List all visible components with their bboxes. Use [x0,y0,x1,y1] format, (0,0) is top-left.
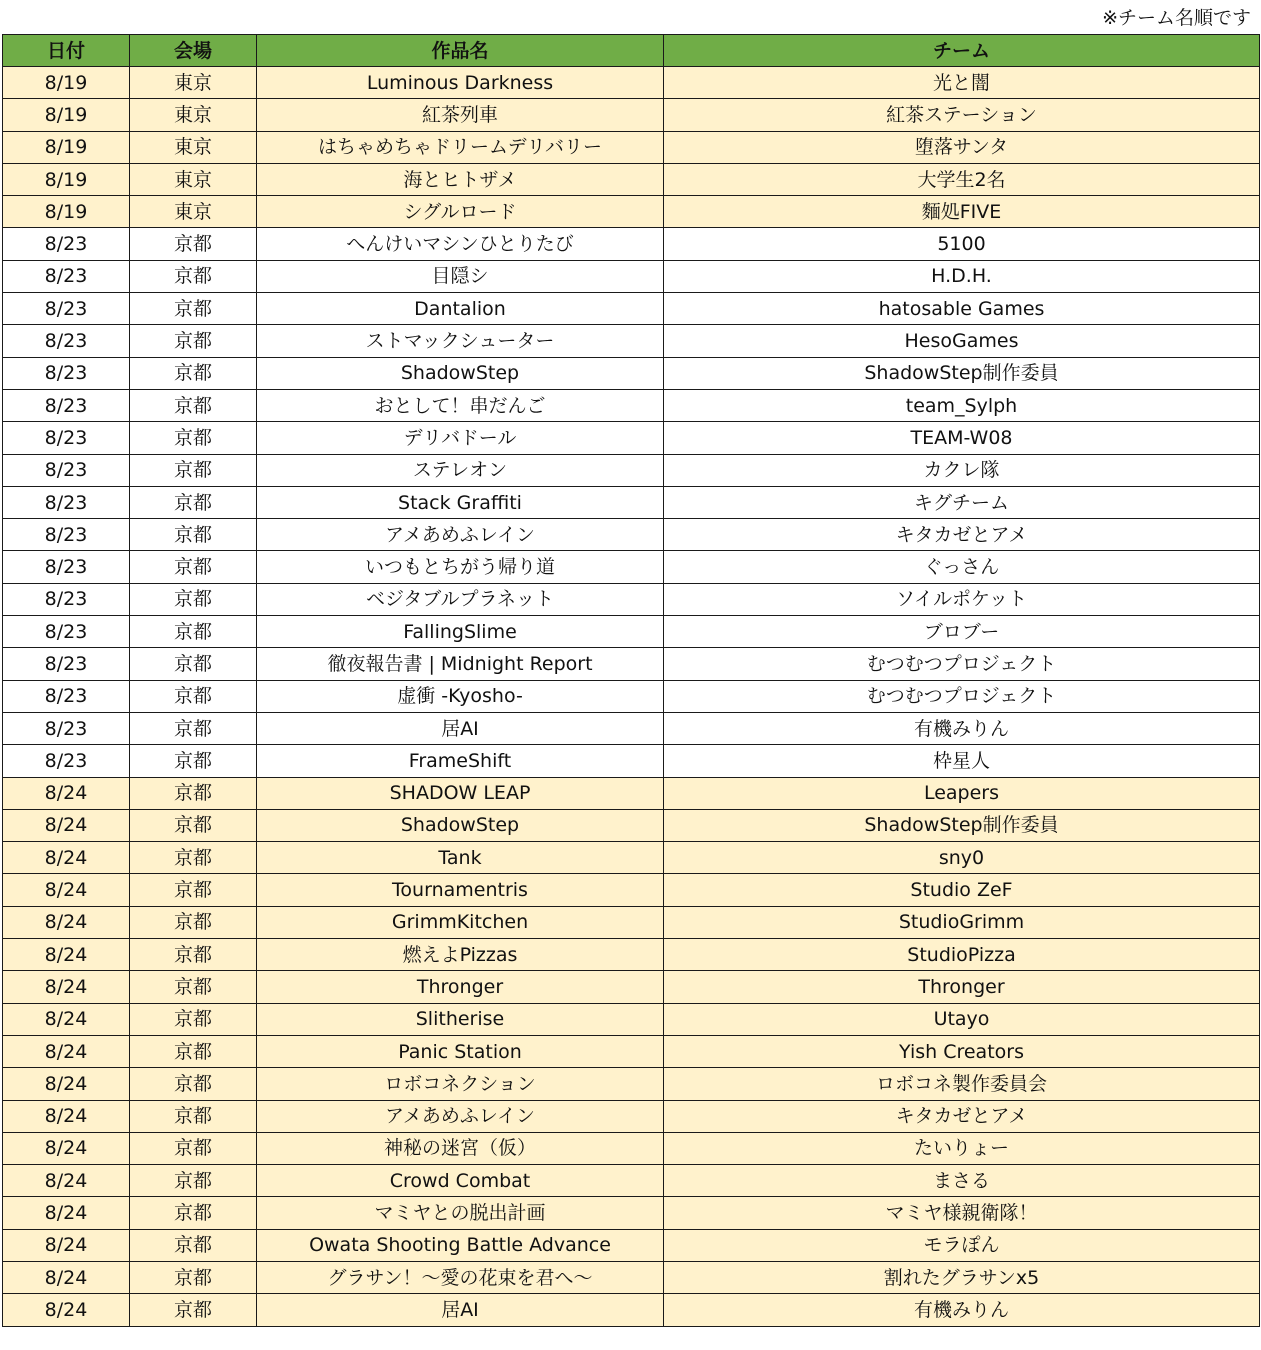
cell-date: 8/19 [3,99,130,131]
cell-date: 8/23 [3,519,130,551]
cell-team: team_Sylph [664,389,1260,421]
cell-title: Crowd Combat [257,1165,664,1197]
header-venue: 会場 [130,35,257,67]
table-body [3,67,1260,1327]
cell-venue: 京都 [130,939,257,971]
table-row [3,712,1260,744]
cell-venue: 京都 [130,422,257,454]
cell-title: ベジタブルプラネット [257,583,664,615]
cell-team: むつむつプロジェクト [664,680,1260,712]
cell-team: sny0 [664,842,1260,874]
table-row [3,228,1260,260]
cell-date: 8/23 [3,616,130,648]
cell-date: 8/24 [3,906,130,938]
table-row [3,906,1260,938]
table-row [3,1100,1260,1132]
cell-team: キタカゼとアメ [664,519,1260,551]
cell-date: 8/23 [3,680,130,712]
table-row [3,454,1260,486]
cell-venue: 東京 [130,131,257,163]
table-row [3,1229,1260,1261]
table-row [3,745,1260,777]
cell-team: H.D.H. [664,260,1260,292]
cell-date: 8/24 [3,1197,130,1229]
table-row [3,939,1260,971]
table-row [3,422,1260,454]
cell-team: Utayo [664,1003,1260,1035]
cell-team: マミヤ様親衛隊！ [664,1197,1260,1229]
cell-venue: 京都 [130,616,257,648]
cell-title: Stack Graffiti [257,486,664,518]
cell-team: ShadowStep制作委員 [664,809,1260,841]
table-row [3,1068,1260,1100]
table-row [3,971,1260,1003]
cell-date: 8/19 [3,163,130,195]
header-row [3,35,1260,67]
table-row [3,1261,1260,1293]
cell-venue: 京都 [130,906,257,938]
table-row [3,1132,1260,1164]
cell-date: 8/23 [3,454,130,486]
cell-venue: 京都 [130,1035,257,1067]
cell-title: 紅茶列車 [257,99,664,131]
cell-date: 8/23 [3,486,130,518]
table-row [3,1165,1260,1197]
cell-venue: 京都 [130,583,257,615]
cell-venue: 京都 [130,1068,257,1100]
cell-title: ShadowStep [257,357,664,389]
cell-date: 8/23 [3,293,130,325]
cell-title: 目隠シ [257,260,664,292]
cell-team: 5100 [664,228,1260,260]
cell-title: Thronger [257,971,664,1003]
cell-venue: 京都 [130,809,257,841]
cell-title: ロボコネクション [257,1068,664,1100]
cell-date: 8/23 [3,357,130,389]
cell-team: 紅茶ステーション [664,99,1260,131]
cell-venue: 東京 [130,163,257,195]
cell-title: マミヤとの脱出計画 [257,1197,664,1229]
cell-team: 光と闇 [664,67,1260,99]
cell-title: FallingSlime [257,616,664,648]
cell-title: 居AI [257,712,664,744]
cell-team: Leapers [664,777,1260,809]
cell-title: Dantalion [257,293,664,325]
cell-date: 8/19 [3,131,130,163]
cell-date: 8/19 [3,196,130,228]
cell-date: 8/23 [3,422,130,454]
table-row [3,260,1260,292]
cell-venue: 京都 [130,1132,257,1164]
cell-venue: 京都 [130,1229,257,1261]
cell-title: Tournamentris [257,874,664,906]
cell-date: 8/24 [3,939,130,971]
table-row [3,616,1260,648]
cell-title: ShadowStep [257,809,664,841]
table-row [3,809,1260,841]
sort-note: ※チーム名順です [1102,7,1251,29]
table-row [3,519,1260,551]
table-row [3,1197,1260,1229]
cell-date: 8/24 [3,1132,130,1164]
table-row [3,293,1260,325]
cell-team: 大学生2名 [664,163,1260,195]
table-row [3,357,1260,389]
cell-venue: 京都 [130,260,257,292]
cell-date: 8/19 [3,67,130,99]
cell-title: ステレオン [257,454,664,486]
cell-team: Thronger [664,971,1260,1003]
table-row [3,486,1260,518]
cell-title: Owata Shooting Battle Advance [257,1229,664,1261]
table-row [3,842,1260,874]
cell-team: StudioGrimm [664,906,1260,938]
table-row [3,196,1260,228]
cell-team: 割れたグラサンx5 [664,1261,1260,1293]
cell-venue: 東京 [130,67,257,99]
table-row [3,777,1260,809]
cell-venue: 京都 [130,1261,257,1293]
cell-team: ShadowStep制作委員 [664,357,1260,389]
cell-team: 枠星人 [664,745,1260,777]
table-row [3,325,1260,357]
header-date: 日付 [3,35,130,67]
cell-team: ソイルポケット [664,583,1260,615]
cell-venue: 京都 [130,745,257,777]
table-row [3,99,1260,131]
cell-venue: 京都 [130,325,257,357]
cell-title: 居AI [257,1294,664,1326]
cell-team: 堕落サンタ [664,131,1260,163]
cell-team: Studio ZeF [664,874,1260,906]
cell-title: Tank [257,842,664,874]
cell-venue: 京都 [130,971,257,1003]
table-row [3,163,1260,195]
table-row [3,648,1260,680]
cell-title: 徹夜報告書 | Midnight Report [257,648,664,680]
cell-date: 8/23 [3,389,130,421]
table-row [3,583,1260,615]
table-row [3,67,1260,99]
cell-team: キタカゼとアメ [664,1100,1260,1132]
cell-title: いつもとちがう帰り道 [257,551,664,583]
cell-date: 8/24 [3,809,130,841]
cell-date: 8/24 [3,1068,130,1100]
cell-team: Yish Creators [664,1035,1260,1067]
table-row [3,1003,1260,1035]
cell-date: 8/24 [3,1035,130,1067]
table-row [3,551,1260,583]
cell-title: おとして！串だんご [257,389,664,421]
cell-venue: 東京 [130,99,257,131]
cell-team: カクレ隊 [664,454,1260,486]
cell-date: 8/23 [3,583,130,615]
cell-date: 8/24 [3,1165,130,1197]
cell-team: たいりょー [664,1132,1260,1164]
cell-venue: 京都 [130,842,257,874]
table-row [3,389,1260,421]
cell-date: 8/23 [3,712,130,744]
cell-team: 有機みりん [664,712,1260,744]
cell-title: アメあめふレイン [257,1100,664,1132]
cell-team: キグチーム [664,486,1260,518]
cell-venue: 京都 [130,228,257,260]
cell-team: 有機みりん [664,1294,1260,1326]
cell-team: モラぽん [664,1229,1260,1261]
cell-title: 虚衝 -Kyosho- [257,680,664,712]
cell-venue: 京都 [130,1165,257,1197]
table-row [3,874,1260,906]
table-row [3,1035,1260,1067]
cell-date: 8/23 [3,325,130,357]
cell-venue: 京都 [130,1197,257,1229]
cell-team: hatosable Games [664,293,1260,325]
cell-title: ストマックシューター [257,325,664,357]
cell-team: StudioPizza [664,939,1260,971]
cell-date: 8/23 [3,260,130,292]
cell-date: 8/24 [3,1294,130,1326]
cell-title: GrimmKitchen [257,906,664,938]
cell-title: へんけいマシンひとりたび [257,228,664,260]
cell-title: SHADOW LEAP [257,777,664,809]
cell-date: 8/24 [3,842,130,874]
cell-venue: 京都 [130,1100,257,1132]
cell-venue: 京都 [130,519,257,551]
cell-title: グラサン！～愛の花束を君へ～ [257,1261,664,1293]
cell-venue: 京都 [130,454,257,486]
table-row [3,680,1260,712]
cell-venue: 京都 [130,486,257,518]
cell-team: ロボコネ製作委員会 [664,1068,1260,1100]
cell-team: ブロブー [664,616,1260,648]
cell-title: Slitherise [257,1003,664,1035]
cell-title: デリバドール [257,422,664,454]
header-team: チーム [664,35,1260,67]
cell-date: 8/23 [3,228,130,260]
cell-team: むつむつプロジェクト [664,648,1260,680]
cell-venue: 京都 [130,357,257,389]
cell-venue: 東京 [130,196,257,228]
cell-venue: 京都 [130,389,257,421]
cell-venue: 京都 [130,777,257,809]
cell-date: 8/24 [3,874,130,906]
cell-title: Luminous Darkness [257,67,664,99]
cell-venue: 京都 [130,551,257,583]
cell-venue: 京都 [130,680,257,712]
cell-venue: 京都 [130,293,257,325]
cell-date: 8/24 [3,777,130,809]
cell-date: 8/23 [3,648,130,680]
cell-venue: 京都 [130,648,257,680]
cell-title: アメあめふレイン [257,519,664,551]
cell-venue: 京都 [130,712,257,744]
cell-date: 8/24 [3,1003,130,1035]
cell-title: はちゃめちゃドリームデリバリー [257,131,664,163]
cell-team: HesoGames [664,325,1260,357]
cell-title: 神秘の迷宮（仮） [257,1132,664,1164]
cell-team: TEAM-W08 [664,422,1260,454]
cell-venue: 京都 [130,1003,257,1035]
cell-date: 8/24 [3,1229,130,1261]
cell-title: 燃えよPizzas [257,939,664,971]
cell-date: 8/24 [3,971,130,1003]
cell-venue: 京都 [130,874,257,906]
cell-venue: 京都 [130,1294,257,1326]
cell-date: 8/24 [3,1100,130,1132]
cell-title: Panic Station [257,1035,664,1067]
cell-team: まさる [664,1165,1260,1197]
table-row [3,1294,1260,1326]
table-row [3,131,1260,163]
cell-title: シグルロード [257,196,664,228]
cell-date: 8/23 [3,551,130,583]
cell-date: 8/23 [3,745,130,777]
cell-team: ぐっさん [664,551,1260,583]
cell-team: 麵処FIVE [664,196,1260,228]
cell-title: 海とヒトザメ [257,163,664,195]
entries-table [2,34,1260,1327]
cell-date: 8/24 [3,1261,130,1293]
cell-title: FrameShift [257,745,664,777]
header-title: 作品名 [257,35,664,67]
